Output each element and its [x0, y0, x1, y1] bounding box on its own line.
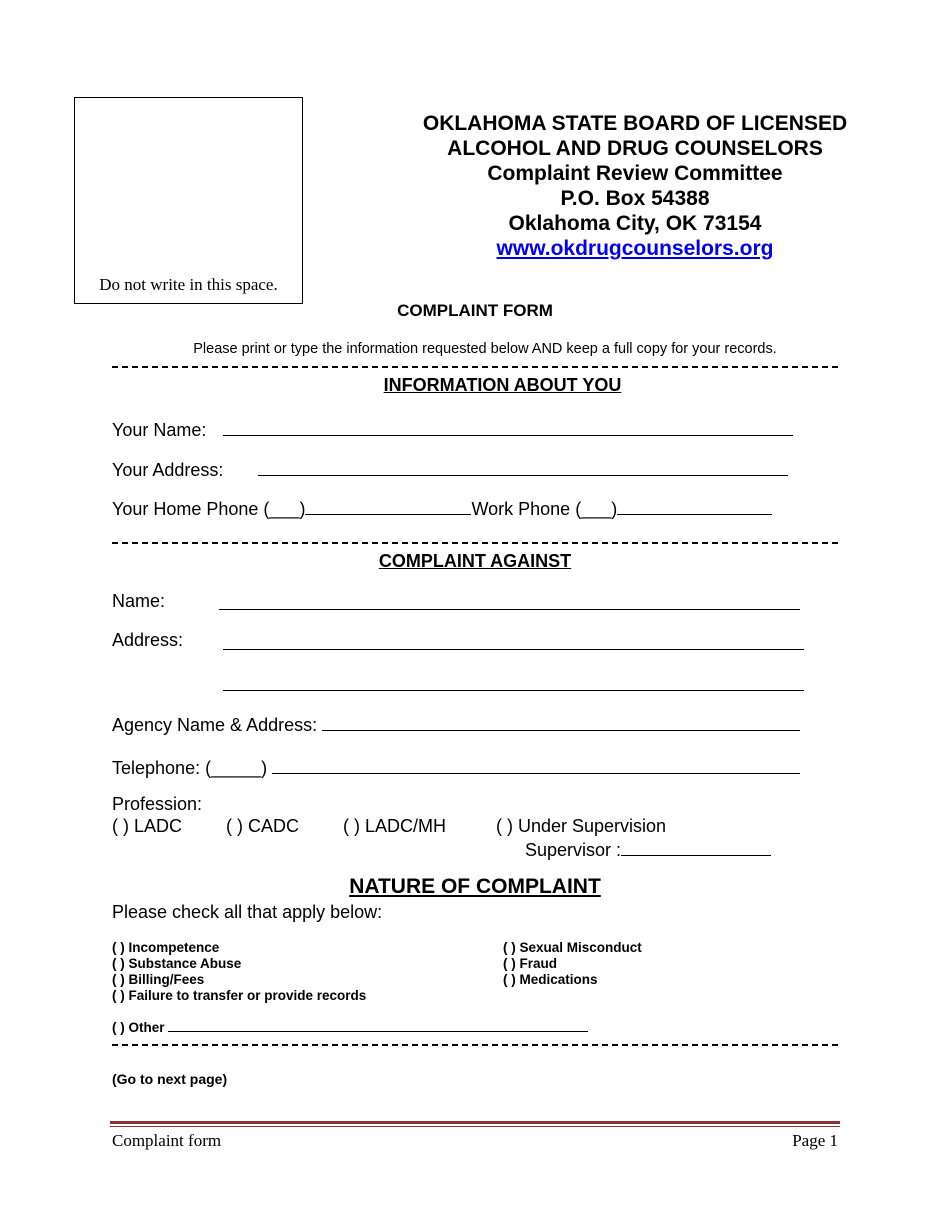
letterhead-line-3: Complaint Review Committee [487, 162, 783, 185]
supervisor-field[interactable] [621, 837, 771, 856]
respondent-address-field-1[interactable] [223, 631, 804, 650]
profession-under-supervision[interactable]: ( ) Under Supervision [496, 816, 667, 836]
work-phone-field[interactable] [617, 496, 772, 515]
respondent-address-field-wrap-2 [223, 672, 804, 691]
instructions: Please print or type the information requested below AND keep a full copy for your records. [193, 341, 777, 357]
agency-field[interactable] [322, 712, 800, 731]
supervisor-row [525, 837, 771, 861]
telephone-field[interactable] [272, 755, 800, 774]
option-failure-records[interactable]: ( ) Failure to transfer or provide records [112, 988, 367, 1003]
agency-label: Agency Name & Address: [112, 715, 318, 735]
letterhead-line-5: Oklahoma City, OK 73154 [508, 212, 762, 235]
respondent-address-label: Address: [112, 630, 184, 650]
divider [112, 1044, 838, 1046]
phone-row [112, 496, 772, 520]
telephone-row [112, 755, 800, 779]
option-medications[interactable]: ( ) Medications [503, 972, 598, 987]
your-name-field[interactable] [223, 417, 793, 436]
respondent-name-field-wrap [219, 591, 800, 610]
respondent-address-field-2[interactable] [223, 672, 804, 691]
other-row [112, 1019, 588, 1036]
nature-instruction: Please check all that apply below: [112, 902, 383, 922]
footer-rule-thin [110, 1126, 840, 1127]
work-phone-label: Work Phone (___) [471, 499, 618, 519]
respondent-name-field[interactable] [219, 591, 800, 610]
nature-left-list [112, 940, 366, 1004]
your-name-row [112, 417, 793, 441]
profession-ladc-mh[interactable]: ( ) LADC/MH [343, 816, 446, 836]
option-sexual-misconduct[interactable]: ( ) Sexual Misconduct [503, 940, 642, 955]
profession-cadc[interactable]: ( ) CADC [226, 816, 299, 836]
section-heading-complaint-against: COMPLAINT AGAINST [378, 551, 572, 571]
option-billing-fees[interactable]: ( ) Billing/Fees [112, 972, 205, 987]
telephone-label: Telephone: (_____) [112, 758, 268, 778]
letterhead [330, 111, 940, 261]
page-number: Page 1 [792, 1131, 838, 1150]
letterhead-line-4: P.O. Box 54388 [560, 187, 710, 210]
office-use-box [74, 97, 303, 304]
next-page-note: (Go to next page) [112, 1071, 228, 1087]
supervisor-label: Supervisor : [525, 840, 622, 860]
footer-rule [110, 1121, 840, 1124]
divider [112, 366, 838, 368]
home-phone-label: Your Home Phone (___) [112, 499, 306, 519]
form-title: COMPLAINT FORM [397, 301, 553, 320]
your-address-row [112, 457, 788, 481]
divider [112, 542, 838, 544]
your-address-field[interactable] [258, 457, 788, 476]
profession-label: Profession: [112, 794, 203, 814]
letterhead-line-1: OKLAHOMA STATE BOARD OF LICENSED [422, 112, 848, 135]
your-name-label: Your Name: [112, 420, 207, 440]
letterhead-line-2: ALCOHOL AND DRUG COUNSELORS [447, 137, 823, 160]
footer-title: Complaint form [112, 1131, 222, 1150]
home-phone-field[interactable] [305, 496, 471, 515]
respondent-address-row [112, 630, 183, 651]
section-heading-about-you: INFORMATION ABOUT YOU [383, 375, 622, 395]
respondent-name-label: Name: [112, 591, 166, 611]
respondent-name-row [112, 591, 165, 612]
website-link[interactable]: www.okdrugcounselors.org [496, 237, 774, 260]
option-substance-abuse[interactable]: ( ) Substance Abuse [112, 956, 242, 971]
profession-ladc[interactable]: ( ) LADC [112, 816, 183, 836]
your-address-label: Your Address: [112, 460, 224, 480]
option-fraud[interactable]: ( ) Fraud [503, 956, 557, 971]
other-field[interactable] [168, 1019, 588, 1032]
option-incompetence[interactable]: ( ) Incompetence [112, 940, 220, 955]
office-use-note: Do not write in this space. [99, 275, 278, 294]
nature-right-list [503, 940, 642, 988]
respondent-address-field-wrap [223, 631, 804, 650]
agency-row [112, 712, 800, 736]
section-heading-nature: NATURE OF COMPLAINT [349, 875, 601, 898]
option-other[interactable]: ( ) Other [112, 1020, 165, 1035]
